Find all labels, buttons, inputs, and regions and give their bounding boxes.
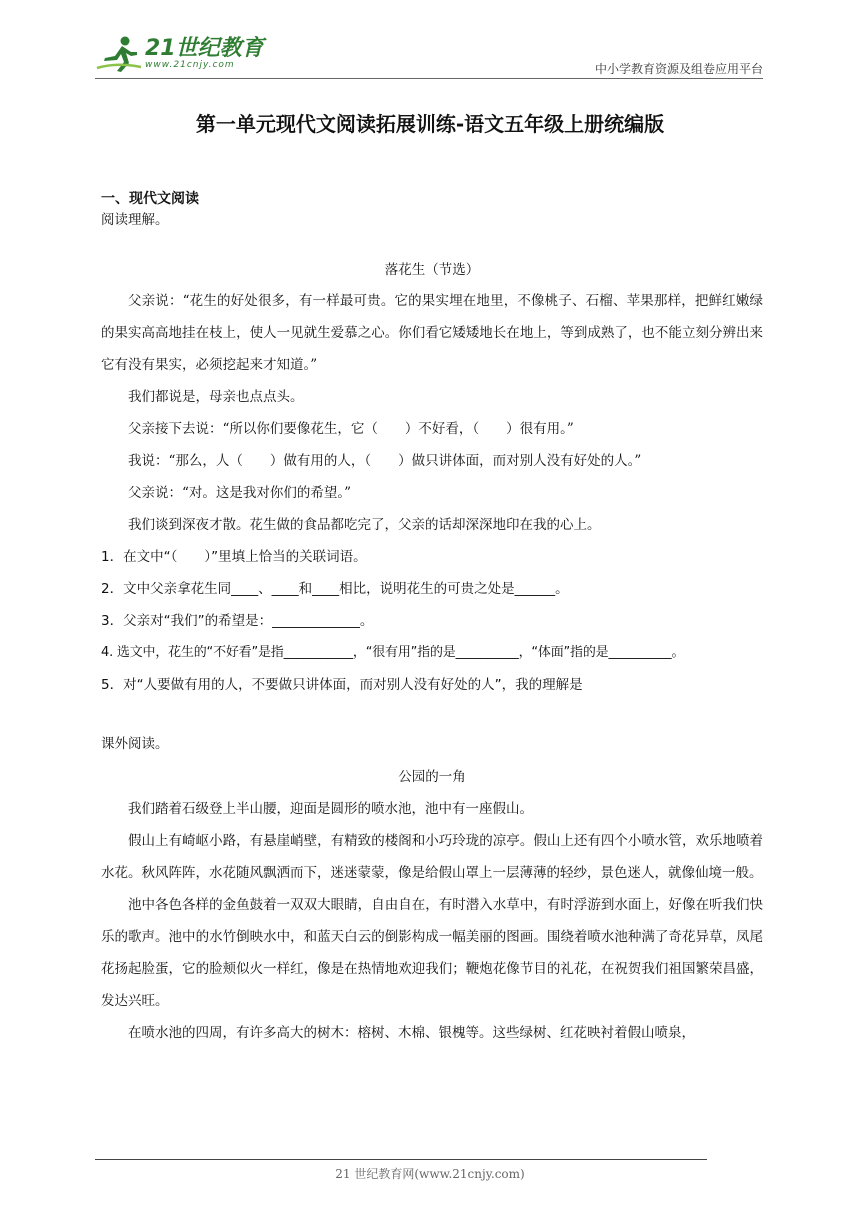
passage-paragraph: 我们谈到深夜才散。花生做的食品都吃完了，父亲的话却深深地印在我的心上。 [128, 517, 601, 533]
question-2: 2．文中父亲拿花生同____、____和____相比，说明花生的可贵之处是______。 [101, 581, 569, 597]
page-title: 第一单元现代文阅读拓展训练-语文五年级上册统编版 [195, 112, 665, 136]
logo [95, 30, 264, 78]
platform-name: 中小学教育资源及组卷应用平台 [594, 62, 763, 76]
passage-paragraph: 我说：“那么，人（ ）做有用的人，（ ）做只讲体面，而对别人没有好处的人。” [128, 453, 642, 469]
passage-paragraph: 父亲说：“对。这是我对你们的希望。” [128, 485, 352, 501]
question-4: 4. 选文中，花生的“不好看”是指___________，“很有用”指的是__________，“体面”指的是__________。 [101, 645, 685, 660]
question-3: 3．父亲对“我们”的希望是：_____________。 [101, 613, 374, 629]
extracurricular-intro: 课外阅读。 [101, 736, 169, 752]
page-header [95, 30, 763, 82]
passage-paragraph: 池中各色各样的金鱼鼓着一双双大眼睛，自由自在，有时潜入水草中，有时浮游到水面上，好像在听我们快乐的歌声。池中的水竹倒映水中，和蓝天白云的倒影构成一幅美丽的图画。围绕着喷水池种满了奇花异草，凤尾花扬起脸蛋，它的脸颊似火一样红，像是在热情地欢迎我们；鞭炮花像节目的礼花，在祝贺我们祖国繁荣昌盛，发达兴旺。 [101, 897, 763, 1009]
passage-title: 公园的一角 [398, 769, 466, 785]
passage-paragraph: 假山上有崎岖小路，有悬崖峭壁，有精致的楼阁和小巧玲珑的凉亭。假山上还有四个小喷水管，欢乐地喷着水花。秋风阵阵，水花随风飘洒而下，迷迷蒙蒙，像是给假山罩上一层薄薄的轻纱，景色迷人，就像仙境一般。 [101, 833, 763, 881]
footer-divider [95, 1159, 707, 1160]
logo-url: www.21cnjy.com [145, 60, 235, 70]
passage-paragraph: 父亲接下去说：“所以你们要像花生，它（ ）不好看，（ ）很有用。” [128, 421, 574, 437]
question-5: 5．对“人要做有用的人，不要做只讲体面，而对别人没有好处的人”，我的理解是 [101, 677, 583, 693]
page-footer: 21 世纪教育网(www.21cnjy.com) [335, 1167, 525, 1181]
passage-paragraph: 我们踏着石级登上半山腰，迎面是圆形的喷水池，池中有一座假山。 [128, 801, 533, 817]
passage-paragraph: 父亲说：“花生的好处很多，有一样最可贵。它的果实埋在地里，不像桃子、石榴、苹果那样，把鲜红嫩绿的果实高高地挂在枝上，使人一见就生爱慕之心。你们看它矮矮地长在地上，等到成熟了，也不能立刻分辨出来它有没有果实，必须挖起来才知道。” [101, 293, 763, 373]
passage-paragraph: 在喷水池的四周，有许多高大的树木：榕树、木棉、银槐等。这些绿树、红花映衬着假山喷泉， [128, 1025, 695, 1041]
header-divider [95, 78, 763, 79]
passage-title: 落花生（节选） [384, 262, 480, 278]
logo-title: 21世纪教育 [145, 36, 264, 61]
passage-paragraph: 我们都说是，母亲也点点头。 [128, 389, 304, 405]
question-1: 1．在文中“（ ）”里填上恰当的关联词语。 [101, 549, 367, 565]
section-heading: 一、现代文阅读 [101, 191, 199, 207]
runner-logo-icon [95, 34, 143, 74]
reading-intro: 阅读理解。 [101, 212, 169, 228]
logo-text-block [145, 38, 264, 70]
document-body [101, 188, 763, 1049]
